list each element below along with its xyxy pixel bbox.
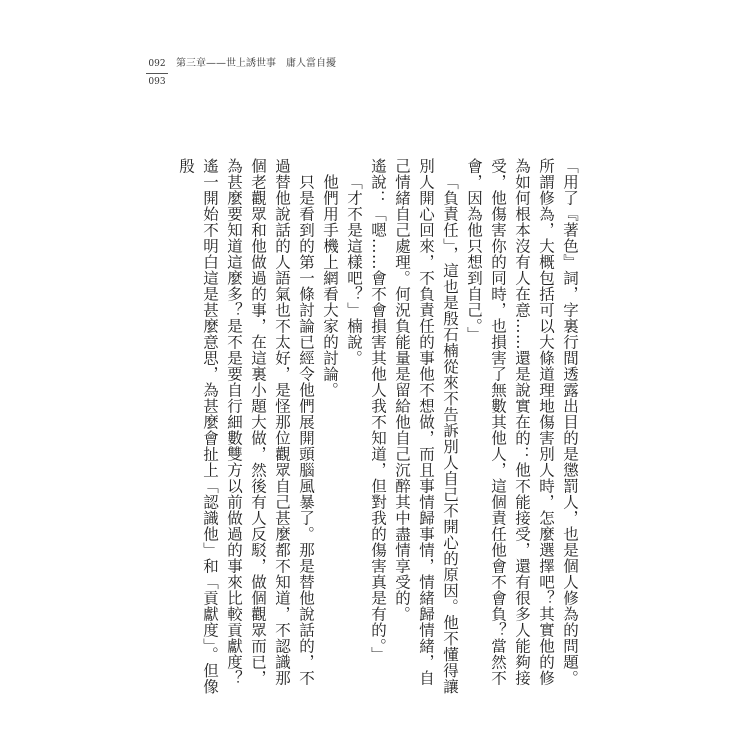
page-number-left: 092 (148, 59, 166, 69)
paragraph: 遙一開始不明白這是甚麼意思，為甚麼會扯上「認識他」和「貢獻度」。但像殷 (177, 158, 219, 695)
paragraph: 只是看到的第一條討論已經令他們展開頭腦風暴了。那是替他說話的，不過替他說話的人語氣也不太好，是怪那位觀眾自己甚麼都不知道，不認識那個老觀眾和他做過的事，在這裏小題大做，然後有人反駁，做個觀眾而已，為甚麼要知道這麼多？是不是要自行細數雙方以前做過的事來比較貢獻度？ (225, 158, 315, 686)
vertical-text-body (152, 158, 582, 698)
paragraph: 「負責任」，這也是殷石楠從來不告訴別人自己不開心的原因。他不懂得讓別人開心回來，不負責任的事他不想做，而且事情歸事情，情緒歸情緒，自己情緒自己處理。何況負能量是留給他自己沉醉其中盡情享受的。 (393, 158, 459, 694)
paragraph: 「才不是這樣吧？」楠說。 (345, 173, 363, 366)
paragraph: 遙說：「嗯……會不會損害其他人我不知道，但對我的傷害真是有的。」 (369, 158, 387, 663)
paragraph: 他們用手機上網看大家的討論。 (321, 173, 339, 398)
page-number-right: 093 (148, 77, 166, 87)
running-title: 第三章——世上誘世事 庸人當自擾 (176, 58, 336, 69)
page-number-divider (146, 73, 168, 74)
paragraph: 「用了『著色』詞，字裏行間透露出目的是懲罰人，也是個人修為的問題。所謂修為，大概包括可以大條道理地傷害別人時，怎麼選擇吧？其實他的修為如何根本沒有人在意……還是說實在的：他不能接受，還有很多人能夠接受，他傷害你的同時，也損害了無數其他人，這個責任他會不會負？當然不會，因為他只想到自己。」 (465, 158, 579, 686)
